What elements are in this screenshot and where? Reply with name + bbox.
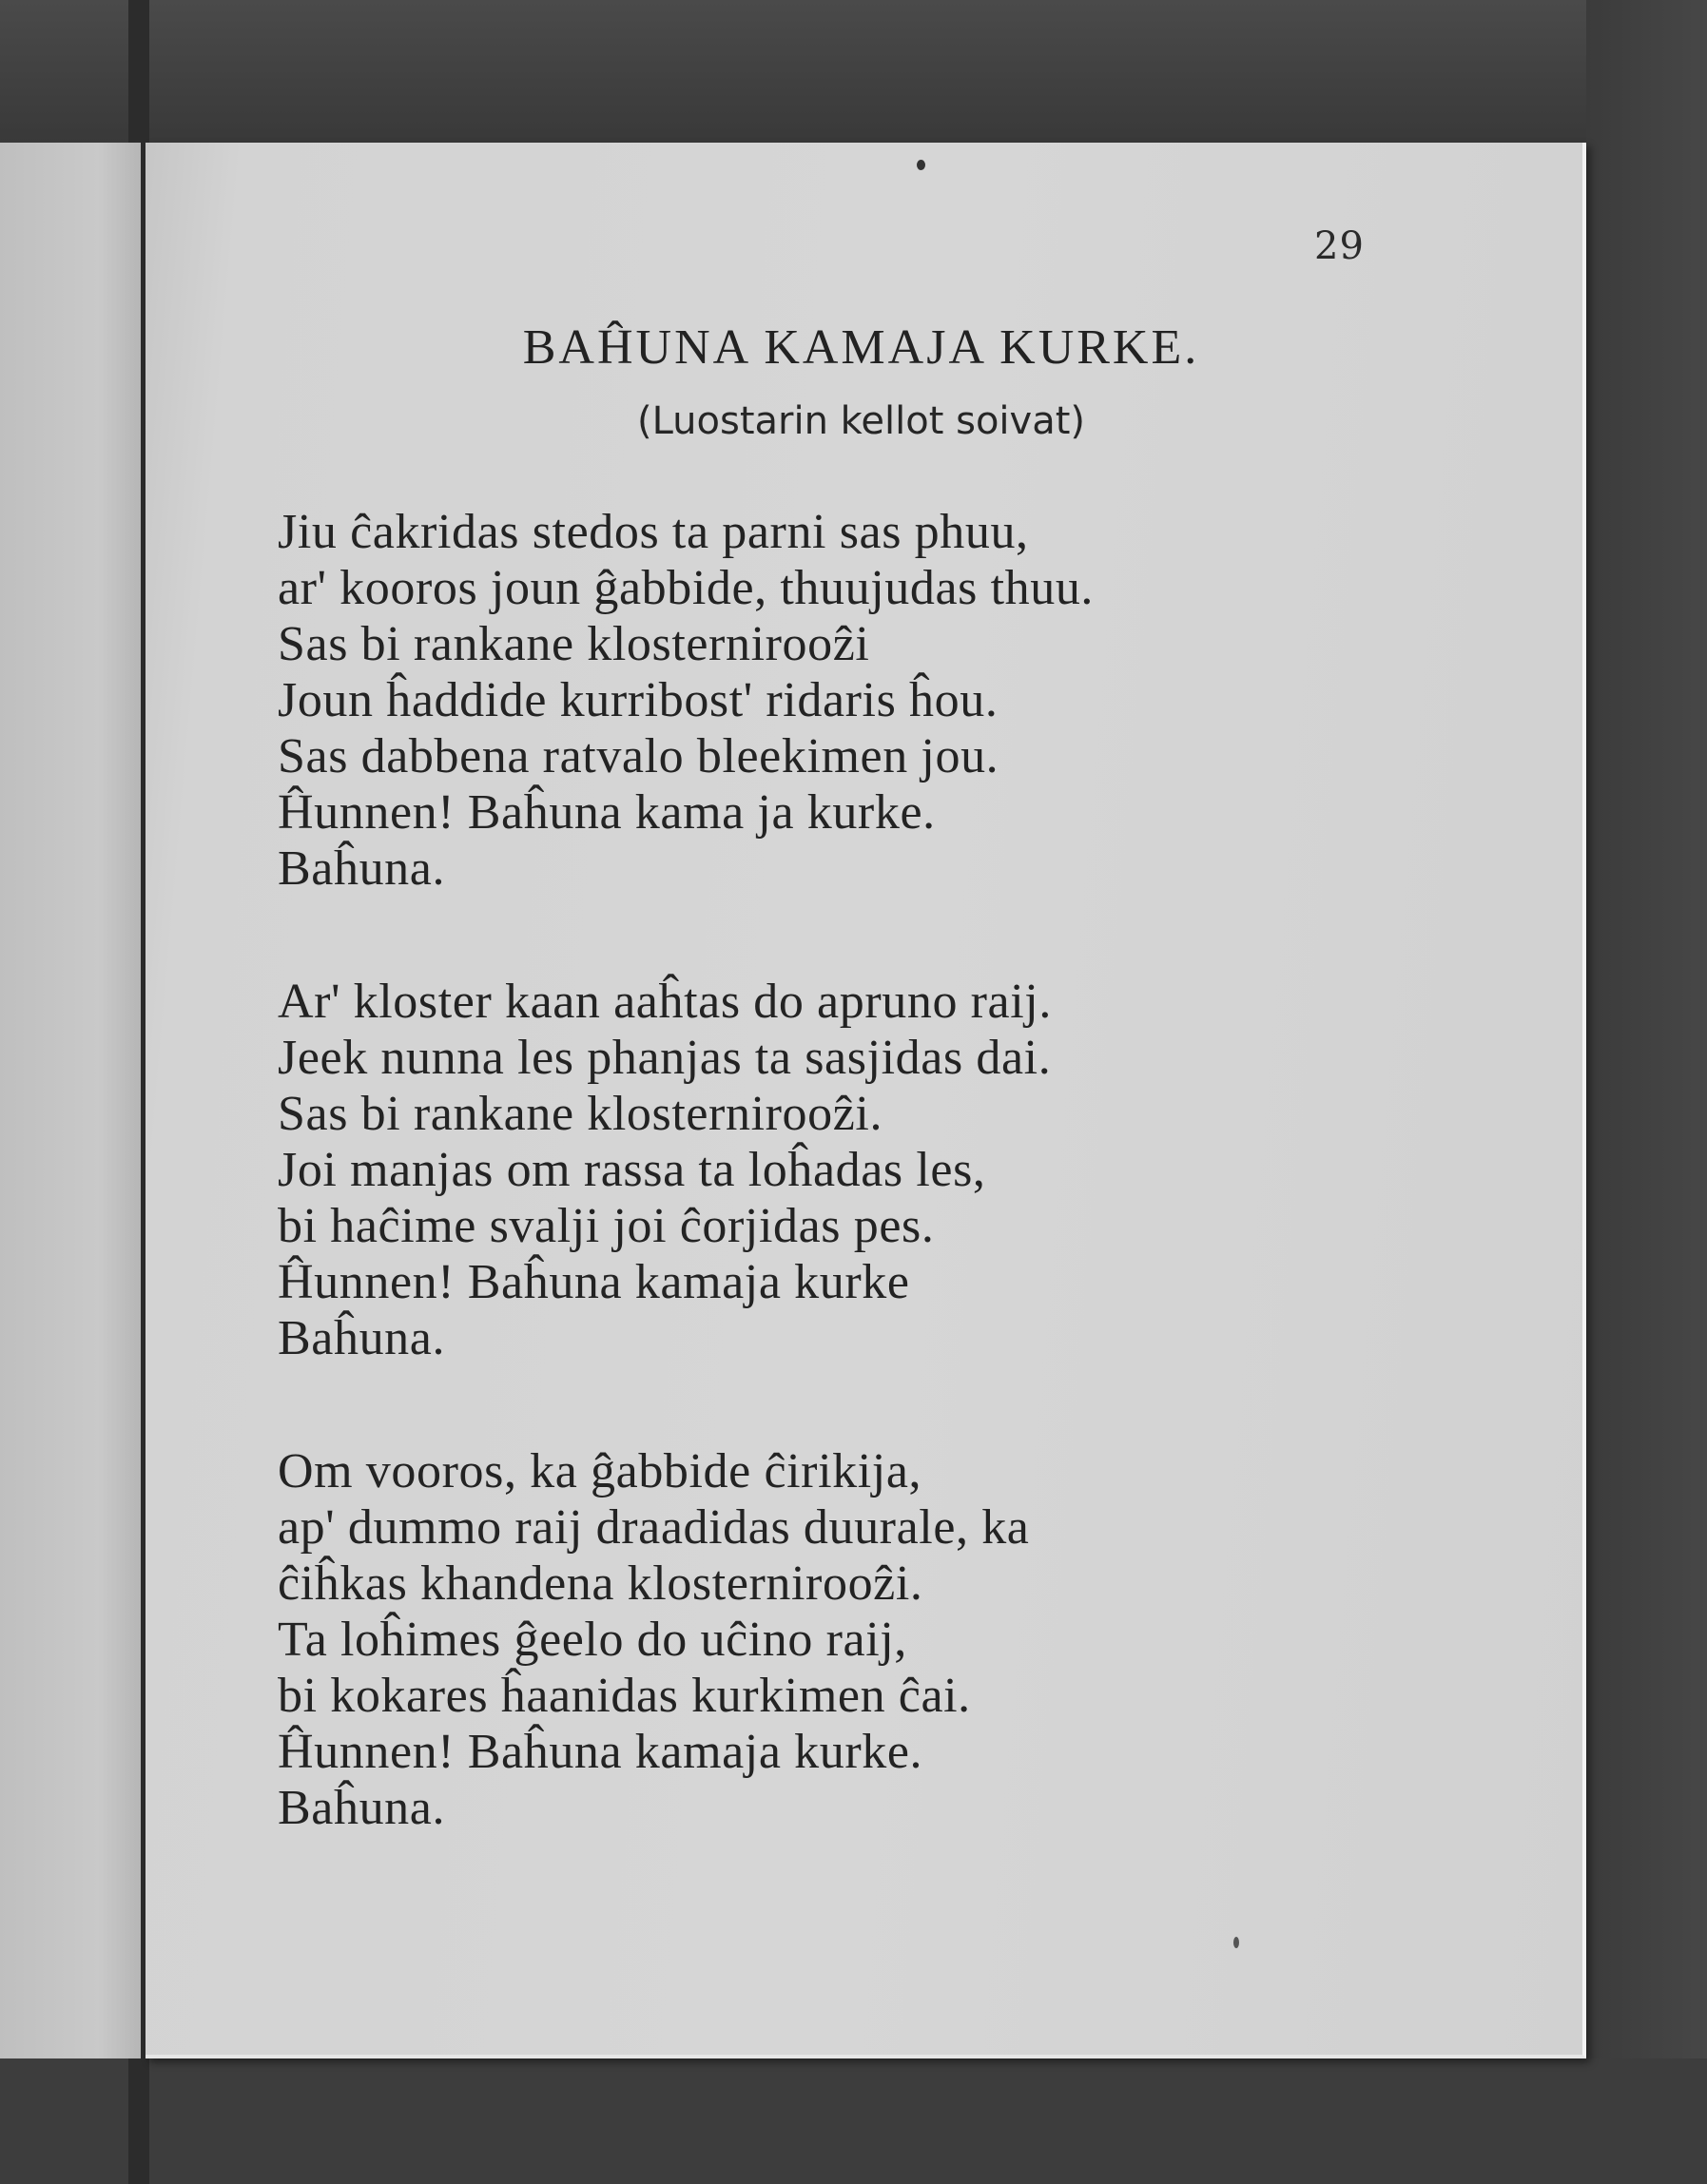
poem-title: BAĤUNA KAMAJA KURKE.: [522, 320, 1200, 375]
stanza-3: [278, 1443, 1466, 1836]
poem-line: ĉiĥkas khandena klosternirooẑi.: [278, 1556, 923, 1611]
page-number: 29: [1314, 224, 1365, 268]
poem-line: bi haĉime svalji joi ĉorjidas pes.: [278, 1199, 935, 1253]
poem-body: [278, 504, 1466, 1913]
poem-line: Ĥunnen! Baĥuna kamaja kurke.: [278, 1725, 923, 1779]
stanza-2: [278, 974, 1466, 1366]
ink-speck: [917, 160, 925, 170]
poem-line: ap' dummo raij draadidas duurale, ka: [278, 1500, 1030, 1555]
poem-line: Joi manjas om rassa ta loĥadas les,: [278, 1143, 986, 1197]
stanza-1: [278, 504, 1466, 897]
background-top: [0, 0, 1707, 143]
poem-line: Sas bi rankane klosternirooẑi.: [278, 1087, 883, 1141]
poem-line: Sas bi rankane klosternirooẑi: [278, 617, 870, 671]
poem-line: Jeek nunna les phanjas ta sasjidas dai.: [278, 1031, 1052, 1085]
poem-line: Baĥuna.: [278, 841, 446, 896]
poem-line: ar' kooros joun ĝabbide, thuujudas thuu.: [278, 561, 1095, 615]
ink-speck: [1233, 1937, 1239, 1948]
poem-line: Baĥuna.: [278, 1311, 446, 1365]
poem-line: Baĥuna.: [278, 1781, 446, 1835]
poem-line: Jiu ĉakridas stedos ta parni sas phuu,: [278, 505, 1029, 559]
poem-line: Om vooros, ka ĝabbide ĉirikija,: [278, 1444, 922, 1498]
poem-line: Ĥunnen! Baĥuna kamaja kurke: [278, 1255, 910, 1309]
poem-line: Ar' kloster kaan aaĥtas do apruno raij.: [278, 975, 1052, 1029]
poem-line: bi kokares ĥaanidas kurkimen ĉai.: [278, 1669, 971, 1723]
poem-line: Ĥunnen! Baĥuna kama ja kurke.: [278, 785, 936, 840]
poem-line: Joun ĥaddide kurribost' ridaris ĥou.: [278, 673, 999, 727]
poem-line: Sas dabbena ratvalo bleekimen jou.: [278, 729, 999, 783]
poem-subtitle: (Luostarin kellot soivat): [636, 399, 1085, 443]
background-bottom: [0, 2058, 1707, 2184]
poem-line: Ta loĥimes ĝeelo do uĉino raij,: [278, 1613, 907, 1667]
